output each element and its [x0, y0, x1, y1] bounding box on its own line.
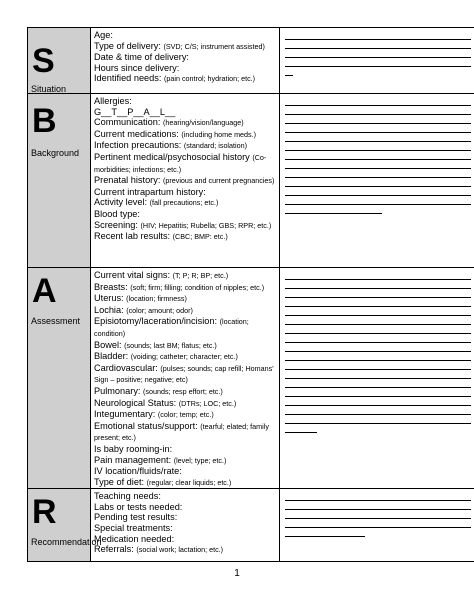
- field-hint: (tearful; elated; family present; etc.): [94, 421, 269, 443]
- field-label-text: Date & time of delivery:: [94, 52, 189, 63]
- writing-line[interactable]: [285, 289, 471, 298]
- section-letter: R: [32, 493, 57, 532]
- field-label-text: G__T__P__A__L__: [94, 106, 176, 117]
- field-label: [94, 41, 279, 53]
- writing-line[interactable]: [285, 196, 471, 205]
- field-label: [94, 512, 279, 523]
- writing-line[interactable]: [285, 280, 471, 289]
- field-hint: (fall precautions; etc.): [149, 198, 219, 208]
- writing-line[interactable]: [285, 40, 471, 49]
- field-label: [94, 30, 279, 41]
- field-label-text: Hours since delivery:: [94, 62, 180, 73]
- field-label-text: Infection precautions:: [94, 140, 184, 151]
- writing-line[interactable]: [285, 115, 471, 124]
- field-label: [94, 491, 279, 502]
- field-hint: (color; temp; etc.): [157, 410, 214, 420]
- section-items-cell: [91, 28, 280, 94]
- writing-line[interactable]: [285, 334, 471, 343]
- field-label-text: Breasts:: [94, 281, 131, 292]
- section-letter-cell: [28, 28, 91, 94]
- field-label-text: Referrals:: [94, 544, 137, 555]
- field-label: [94, 363, 279, 386]
- field-hint: (pain control; hydration; etc.): [163, 74, 256, 84]
- field-label: [94, 175, 279, 187]
- section-notes-cell: [280, 268, 474, 489]
- field-label: [94, 117, 279, 129]
- field-label-text: Pain management:: [94, 454, 174, 465]
- writing-line[interactable]: [285, 271, 471, 280]
- field-label: [94, 523, 279, 534]
- field-label-text: Bowel:: [94, 339, 125, 350]
- field-label-text: Emotional status/support:: [94, 420, 201, 431]
- writing-line[interactable]: [285, 178, 471, 187]
- field-label-text: Activity level:: [94, 197, 150, 208]
- field-label-text: Type of diet:: [94, 476, 147, 487]
- writing-line[interactable]: [285, 343, 471, 352]
- field-label-text: Allergies:: [94, 96, 132, 106]
- writing-line[interactable]: [285, 133, 471, 142]
- field-hint: (hearing/vision/language): [162, 118, 244, 128]
- section-notes-cell: [280, 94, 474, 268]
- field-label: [94, 282, 279, 294]
- field-label: [94, 63, 279, 74]
- page-number: 1: [234, 568, 240, 579]
- field-label: [94, 197, 279, 209]
- field-hint: (SVD; C/S; instrument assisted): [163, 41, 265, 51]
- field-hint: (including home meds.): [181, 129, 257, 139]
- field-label: [94, 107, 279, 118]
- writing-line[interactable]: [285, 97, 471, 106]
- section-row-situation: [28, 28, 474, 94]
- writing-line[interactable]: [285, 388, 471, 397]
- field-label: [94, 477, 279, 489]
- writing-line[interactable]: [285, 49, 471, 58]
- writing-line[interactable]: [285, 492, 471, 501]
- writing-line[interactable]: [285, 307, 471, 316]
- section-row-recommendation: [28, 489, 474, 562]
- field-hint: (social work; lactation; etc.): [136, 545, 224, 555]
- field-label: [94, 351, 279, 363]
- field-label: [94, 52, 279, 63]
- field-label-text: Teaching needs:: [94, 491, 161, 502]
- field-label-text: Is baby rooming-in:: [94, 443, 173, 454]
- field-label-text: Prenatal history:: [94, 175, 163, 186]
- writing-line[interactable]: [285, 151, 471, 160]
- field-hint: (color; amount; odor): [126, 305, 193, 315]
- field-hint: (voiding; catheter; character; etc.): [130, 352, 238, 362]
- writing-line[interactable]: [285, 316, 471, 325]
- field-hint: (standard; isolation): [183, 141, 248, 151]
- writing-line[interactable]: [285, 415, 471, 424]
- field-hint: (sounds; last BM; flatus; etc.): [124, 340, 217, 350]
- field-label: [94, 421, 279, 444]
- field-label: [94, 398, 279, 410]
- field-label-text: Uterus:: [94, 293, 127, 304]
- section-items-cell: [91, 489, 280, 562]
- field-label: [94, 96, 279, 107]
- field-label-text: Identified needs:: [94, 73, 164, 84]
- field-label: [94, 316, 279, 339]
- field-label-text: Pulmonary:: [94, 385, 144, 396]
- field-label-text: Lochia:: [94, 304, 127, 315]
- field-label-text: Bladder:: [94, 351, 131, 362]
- field-label-text: Age:: [94, 30, 113, 40]
- field-hint: (T; P; R; BP; etc.): [172, 271, 229, 280]
- field-label-text: Medication needed:: [94, 533, 175, 544]
- field-hint: (location; condition): [94, 317, 249, 338]
- section-letter: A: [32, 272, 57, 310]
- field-hint: (sounds; resp effort; etc.): [143, 386, 223, 396]
- section-row-background: [28, 94, 474, 268]
- writing-line[interactable]: [285, 370, 471, 379]
- field-label: [94, 534, 279, 545]
- field-label-text: Labs or tests needed:: [94, 501, 183, 512]
- section-letter: S: [32, 42, 55, 80]
- field-label: [94, 231, 279, 243]
- writing-line[interactable]: [285, 379, 471, 388]
- section-letter: B: [32, 102, 57, 140]
- sbar-form-table: [27, 27, 474, 562]
- field-label-text: Pending test results:: [94, 512, 178, 523]
- field-label-text: Screening:: [94, 219, 141, 230]
- section-label: Background: [31, 148, 80, 158]
- field-label-text: Recent lab results:: [94, 231, 173, 242]
- writing-line[interactable]: [285, 397, 471, 406]
- writing-line[interactable]: [285, 142, 471, 151]
- field-label: [94, 152, 279, 175]
- field-label-text: Special treatments:: [94, 523, 173, 534]
- field-label-text: Integumentary:: [94, 409, 158, 420]
- field-label: [94, 444, 279, 455]
- writing-line[interactable]: [285, 519, 471, 528]
- section-label: Assessment: [31, 316, 81, 326]
- writing-line[interactable]: [285, 510, 471, 519]
- writing-line[interactable]: [285, 205, 382, 214]
- section-letter-cell: [28, 489, 102, 562]
- writing-line[interactable]: [285, 169, 471, 178]
- field-label-text: IV location/fluids/rate:: [94, 466, 182, 477]
- field-label: [94, 409, 279, 421]
- writing-line[interactable]: [285, 160, 471, 169]
- field-label-text: Neurological Status:: [94, 397, 179, 408]
- writing-line[interactable]: [285, 352, 471, 361]
- section-letter-cell: [28, 268, 91, 489]
- field-label-text: Cardiovascular:: [94, 362, 161, 373]
- field-label: [94, 455, 279, 467]
- writing-line[interactable]: [285, 298, 471, 307]
- writing-line[interactable]: [285, 31, 471, 40]
- field-label-text: Current intrapartum history:: [94, 186, 206, 197]
- field-label-text: Episiotomy/laceration/incision:: [94, 316, 220, 327]
- writing-line[interactable]: [285, 124, 471, 133]
- field-label: [94, 305, 279, 317]
- field-hint: (DTRs; LOC; etc.): [178, 398, 237, 408]
- field-label-text: Communication:: [94, 117, 163, 128]
- field-hint: (location; firmness): [126, 294, 187, 304]
- field-label-text: Blood type:: [94, 208, 140, 219]
- field-label-text: Type of delivery:: [94, 40, 164, 51]
- field-hint: (pulses; sounds; cap refill; Homans' Sign – positive; negative; etc): [94, 363, 274, 385]
- field-label: [94, 129, 279, 141]
- field-label: [94, 466, 279, 477]
- section-letter-cell: [28, 94, 91, 268]
- section-label: Recommendation: [31, 537, 102, 548]
- section-row-assessment: [28, 268, 474, 489]
- writing-line[interactable]: [285, 424, 317, 433]
- field-hint: (HIV; Hepatitis; Rubella; GBS; RPR; etc.): [140, 220, 272, 230]
- field-label-text: Current medications:: [94, 128, 182, 139]
- section-items-cell: [91, 94, 280, 268]
- field-label: [94, 502, 279, 513]
- writing-line[interactable]: [285, 58, 471, 67]
- field-label: [94, 340, 279, 352]
- field-label: [94, 293, 279, 305]
- writing-line[interactable]: [285, 67, 293, 76]
- writing-line[interactable]: [285, 501, 471, 510]
- field-label: [94, 209, 279, 220]
- field-hint: (CBC; BMP: etc.): [172, 232, 228, 242]
- writing-line[interactable]: [285, 187, 471, 196]
- section-notes-cell: [280, 28, 474, 94]
- writing-line[interactable]: [285, 325, 471, 334]
- field-label: [94, 73, 279, 85]
- writing-line[interactable]: [285, 361, 471, 370]
- field-hint: (level; type; etc.): [173, 455, 227, 465]
- field-label-text: Pertinent medical/psychosocial history: [94, 151, 253, 162]
- section-notes-cell: [280, 489, 474, 562]
- field-label: [94, 140, 279, 152]
- field-label: [94, 187, 279, 198]
- field-label-text: Current vital signs:: [94, 270, 173, 280]
- field-label: [94, 270, 279, 282]
- writing-line[interactable]: [285, 406, 471, 415]
- field-label: [94, 220, 279, 232]
- field-hint: (Co-morbidities; infections; etc.): [94, 152, 267, 174]
- field-hint: (previous and current pregnancies): [162, 176, 275, 186]
- field-hint: (soft; firm; filling; condition of nipples; etc.): [130, 282, 265, 292]
- writing-line[interactable]: [285, 528, 365, 537]
- field-label: [94, 386, 279, 398]
- section-label: Situation: [31, 84, 67, 94]
- writing-line[interactable]: [285, 106, 471, 115]
- section-items-cell: [91, 268, 280, 489]
- field-label: [94, 544, 279, 556]
- field-hint: (regular; clear liquids; etc.): [146, 477, 232, 487]
